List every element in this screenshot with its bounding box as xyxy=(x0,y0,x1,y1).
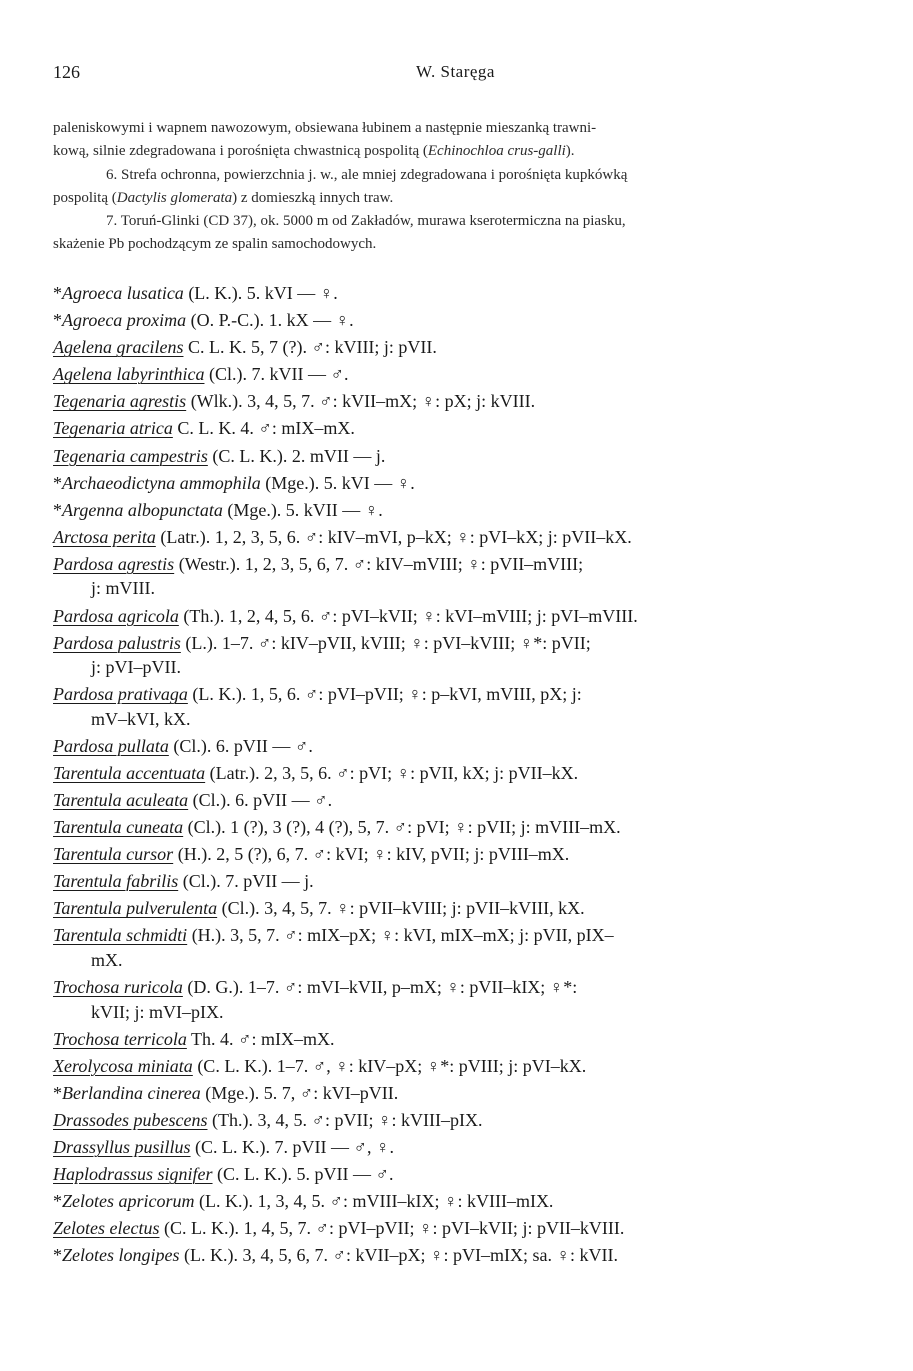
species-entry xyxy=(53,869,861,894)
intro-text: paleniskowymi i wapnem nawozowym, obsiewana łubinem a następnie mieszanką trawni- xyxy=(53,120,597,136)
intro-text: pospolitą ( xyxy=(53,189,117,206)
species-record: (L. K.). 1, 3, 4, 5. ♂: mVIII–kIX; ♀: kVIII–mIX. xyxy=(194,1191,554,1212)
species-name: Pardosa agricola xyxy=(53,605,179,626)
species-entry xyxy=(53,761,861,786)
species-entry xyxy=(53,631,861,680)
species-name: Pardosa palustris xyxy=(53,632,181,653)
intro-paragraph xyxy=(53,117,861,257)
species-entry xyxy=(53,471,861,496)
species-entry xyxy=(53,362,861,387)
species-name: Pardosa prativaga xyxy=(53,684,188,705)
species-name: Tarentula cuneata xyxy=(53,817,184,838)
species-name: Pardosa agrestis xyxy=(53,553,175,574)
new-record-marker: * xyxy=(53,283,62,303)
page-header xyxy=(53,62,858,88)
species-record: C. L. K. 4. ♂: mIX–mX. xyxy=(172,418,355,439)
species-record: (C. L. K.). 7. pVII — ♂, ♀. xyxy=(190,1137,395,1158)
species-entry xyxy=(53,1027,861,1052)
intro-line xyxy=(53,117,861,140)
species-name: Argenna albopunctata xyxy=(62,499,223,520)
species-entry xyxy=(53,552,861,601)
species-record: (C. L. K.). 2. mVII — j. xyxy=(207,445,386,466)
species-name: Tarentula schmidti xyxy=(53,925,188,946)
intro-text: ). xyxy=(565,143,575,160)
species-name: Drassyllus pusillus xyxy=(53,1137,191,1158)
species-record-continuation: mV–kVI, kX. xyxy=(91,708,191,729)
species-record: (Cl.). 7. pVII — j. xyxy=(178,871,314,892)
species-entry xyxy=(53,1108,861,1133)
species-entry xyxy=(53,281,861,306)
species-record: (Wlk.). 3, 4, 5, 7. ♂: kVII–mX; ♀: pX; j: kVIII. xyxy=(186,391,536,412)
species-name: Tarentula pulverulenta xyxy=(53,898,218,919)
species-record: (Cl.). 3, 4, 5, 7. ♀: pVII–kVIII; j: pVII–kVIII, kX. xyxy=(217,898,585,919)
intro-text: 6. Strefa ochronna, powierzchnia j. w., ale mniej zdegradowana i porośnięta kupkówką xyxy=(106,166,628,183)
species-name: Xerolycosa miniata xyxy=(53,1055,193,1076)
species-entry xyxy=(53,444,861,469)
species-record: (Mge.). 5. kVII — ♀. xyxy=(222,499,383,520)
species-name: Agroeca lusatica xyxy=(62,283,184,303)
species-name: Tegenaria atrica xyxy=(53,418,173,439)
intro-line xyxy=(53,210,861,233)
species-name: Arctosa perita xyxy=(53,526,156,547)
species-record: (Cl.). 6. pVII — ♂. xyxy=(168,735,313,756)
species-entry xyxy=(53,498,861,523)
species-record: (Westr.). 1, 2, 3, 5, 6, 7. ♂: kIV–mVIII; ♀: pVII–mVIII; xyxy=(174,553,584,574)
species-record: (L. K.). 5. kVI — ♀. xyxy=(183,283,338,303)
species-entry xyxy=(53,788,861,813)
species-name: Agelena gracilens xyxy=(53,337,184,358)
new-record-marker: * xyxy=(53,1191,62,1212)
species-entry xyxy=(53,1135,861,1160)
new-record-marker: * xyxy=(53,499,62,520)
species-name: Tarentula cursor xyxy=(53,844,174,865)
species-record-continuation: j: pVI–pVII. xyxy=(91,657,181,678)
species-name: Agelena labyrinthica xyxy=(53,364,205,385)
species-record: (Cl.). 6. pVII — ♂. xyxy=(188,790,333,810)
species-name: Berlandina cinerea xyxy=(62,1082,201,1103)
intro-line xyxy=(53,187,861,210)
species-name: Tegenaria campestris xyxy=(53,445,208,466)
species-entry xyxy=(53,896,861,921)
species-entry xyxy=(53,975,861,1024)
species-record-continuation: mX. xyxy=(91,949,123,970)
species-entry xyxy=(53,842,861,867)
species-record: (H.). 2, 5 (?), 6, 7. ♂: kVI; ♀: kIV, pVII; j: pVIII–mX. xyxy=(173,844,570,865)
new-record-marker: * xyxy=(53,1245,62,1266)
page-number: 126 xyxy=(53,62,80,82)
species-name: Tarentula accentuata xyxy=(53,762,206,783)
species-entry xyxy=(53,1189,861,1214)
intro-line xyxy=(53,140,861,163)
latin-name: Echinochloa crus-galli xyxy=(427,143,566,160)
species-entry xyxy=(53,734,861,759)
species-record: (L. K.). 3, 4, 5, 6, 7. ♂: kVII–pX; ♀: pVI–mIX; sa. ♀: kVII. xyxy=(179,1245,618,1266)
species-record: (Cl.). 7. kVII — ♂. xyxy=(204,364,349,385)
species-record: (D. G.). 1–7. ♂: mVI–kVII, p–mX; ♀: pVII–kIX; ♀*: xyxy=(182,977,578,998)
species-name: Agroeca proxima xyxy=(62,310,187,331)
species-record-continuation: kVII; j: mVI–pIX. xyxy=(91,1001,224,1022)
species-name: Drassodes pubescens xyxy=(53,1109,208,1130)
species-name: Zelotes electus xyxy=(53,1218,160,1239)
species-record: C. L. K. 5, 7 (?). ♂: kVIII; j: pVII. xyxy=(183,337,437,358)
species-entry xyxy=(53,682,861,731)
species-entry xyxy=(53,525,861,550)
species-record: (O. P.-C.). 1. kX — ♀. xyxy=(186,310,354,331)
species-entry xyxy=(53,1243,861,1268)
intro-text: ) z domieszką innych traw. xyxy=(232,189,394,206)
species-record: (Mge.). 5. kVI — ♀. xyxy=(260,472,415,493)
species-entry xyxy=(53,1162,861,1187)
intro-line xyxy=(53,233,861,256)
running-head: W. Staręga xyxy=(416,62,495,81)
species-entry xyxy=(53,389,861,414)
species-entry xyxy=(53,416,861,441)
species-entry xyxy=(53,1054,861,1079)
intro-text: 7. Toruń-Glinki (CD 37), ok. 5000 m od Zakładów, murawa kserotermiczna na piasku, xyxy=(106,213,626,230)
species-record: Th. 4. ♂: mIX–mX. xyxy=(186,1028,335,1049)
species-record: (C. L. K.). 1–7. ♂, ♀: kIV–pX; ♀*: pVIII; j: pVI–kX. xyxy=(192,1055,587,1076)
species-name: Tegenaria agrestis xyxy=(53,391,187,412)
latin-name: Dactylis glomerata xyxy=(116,189,233,206)
species-name: Tarentula aculeata xyxy=(53,790,189,810)
species-record: (C. L. K.). 1, 4, 5, 7. ♂: pVI–pVII; ♀: pVI–kVII; j: pVII–kVIII. xyxy=(159,1218,625,1239)
species-record: (Latr.). 1, 2, 3, 5, 6. ♂: kIV–mVI, p–kX; ♀: pVI–kX; j: pVII–kX. xyxy=(155,526,632,547)
intro-text: skażenie Pb pochodzącym ze spalin samochodowych. xyxy=(53,236,377,253)
species-record: (Latr.). 2, 3, 5, 6. ♂: pVI; ♀: pVII, kX; j: pVII–kX. xyxy=(205,762,579,783)
species-entry xyxy=(53,604,861,629)
species-entry xyxy=(53,923,861,972)
species-record: (H.). 3, 5, 7. ♂: mIX–pX; ♀: kVI, mIX–mX; j: pVII, pIX– xyxy=(187,925,614,946)
intro-line xyxy=(53,164,861,187)
intro-text: kową, silnie zdegradowana i porośnięta chwastnicą pospolitą ( xyxy=(53,143,428,160)
species-name: Zelotes longipes xyxy=(62,1245,180,1266)
new-record-marker: * xyxy=(53,472,62,493)
species-record: (Cl.). 1 (?), 3 (?), 4 (?), 5, 7. ♂: pVI; ♀: pVII; j: mVIII–mX. xyxy=(183,817,621,838)
species-name: Pardosa pullata xyxy=(53,735,169,756)
species-record: (Th.). 1, 2, 4, 5, 6. ♂: pVI–kVII; ♀: kVI–mVIII; j: pVI–mVIII. xyxy=(178,605,638,626)
species-entry xyxy=(53,1081,861,1106)
species-record: (L.). 1–7. ♂: kIV–pVII, kVIII; ♀: pVI–kVIII; ♀*: pVII; xyxy=(180,632,591,653)
species-name: Trochosa terricola xyxy=(53,1028,187,1049)
species-entry xyxy=(53,335,861,360)
species-record: (Mge.). 5. 7, ♂: kVI–pVII. xyxy=(200,1082,399,1103)
species-entry xyxy=(53,815,861,840)
new-record-marker: * xyxy=(53,310,62,331)
species-record-continuation: j: mVIII. xyxy=(91,578,155,599)
species-record: (Th.). 3, 4, 5. ♂: pVII; ♀: kVIII–pIX. xyxy=(207,1109,483,1130)
species-record: (L. K.). 1, 5, 6. ♂: pVI–pVII; ♀: p–kVI, mVIII, pX; j: xyxy=(187,684,582,705)
species-name: Tarentula fabrilis xyxy=(53,871,179,892)
new-record-marker: * xyxy=(53,1082,62,1103)
species-name: Haplodrassus signifer xyxy=(53,1164,213,1185)
species-record: (C. L. K.). 5. pVII — ♂. xyxy=(212,1164,394,1185)
species-name: Archaeodictyna ammophila xyxy=(62,472,261,493)
species-name: Trochosa ruricola xyxy=(53,977,183,998)
species-name: Zelotes apricorum xyxy=(62,1191,195,1212)
species-list xyxy=(53,281,861,1271)
species-entry xyxy=(53,308,861,333)
species-entry xyxy=(53,1216,861,1241)
